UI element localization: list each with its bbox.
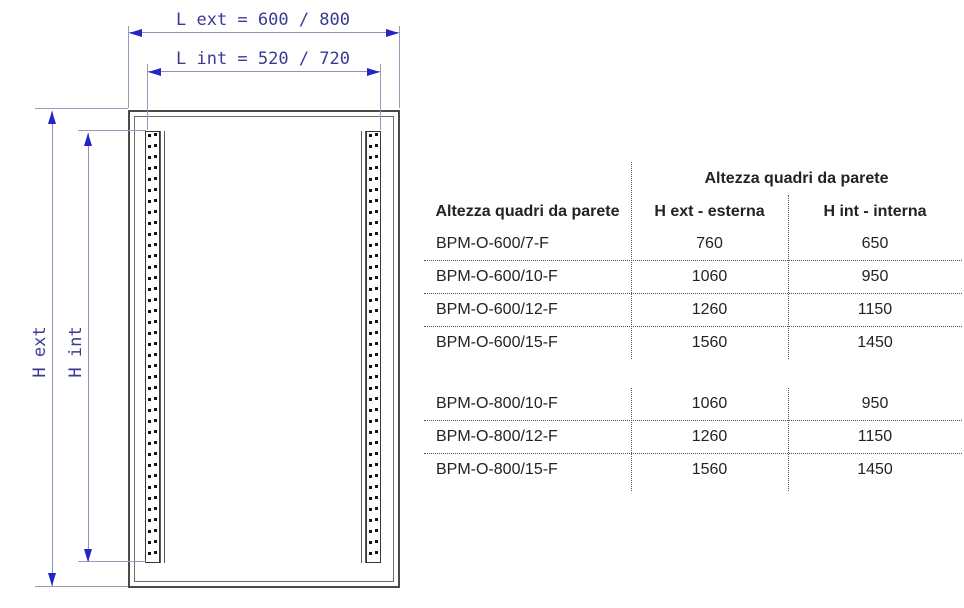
- cell-model: BPM-O-800/15-F: [436, 461, 558, 478]
- cell-h-ext: 1060: [691, 395, 728, 412]
- cell-h-int: 650: [861, 235, 889, 252]
- cell-h-ext: 1560: [691, 334, 728, 351]
- dimension-label-l-int: L int = 520 / 720: [176, 49, 350, 69]
- arrow-down-icon: [84, 549, 92, 562]
- extension-line: [380, 64, 381, 130]
- cell-h-int: 1450: [857, 461, 893, 478]
- extension-line: [35, 108, 128, 109]
- dimension-label-h-int: H int: [66, 326, 86, 378]
- extension-line: [128, 26, 129, 108]
- table-row: [424, 420, 962, 453]
- column-header-h-ext: H ext - esterna: [654, 202, 765, 220]
- cell-h-int: 950: [861, 268, 889, 285]
- column-header-h-int: H int - interna: [823, 202, 927, 220]
- cell-model: BPM-O-800/10-F: [436, 395, 558, 412]
- table-group-gap: [424, 359, 962, 388]
- table-row: [424, 293, 962, 326]
- cell-model: BPM-O-600/7-F: [436, 235, 549, 252]
- column-divider: [631, 162, 632, 359]
- arrow-up-icon: [48, 111, 56, 124]
- spec-table-group-800: [424, 388, 962, 486]
- cell-h-int: 1150: [857, 301, 893, 318]
- cell-h-int: 1150: [857, 428, 893, 445]
- table-row: [424, 388, 962, 420]
- arrow-right-icon: [386, 29, 399, 37]
- cell-h-ext: 1260: [691, 301, 728, 318]
- column-header-model: Altezza quadri da parete: [435, 202, 620, 220]
- cell-h-ext: 1560: [691, 461, 728, 478]
- dimension-line-l-int: [148, 71, 380, 72]
- table-span-header-row: [424, 162, 962, 195]
- spec-table: [424, 162, 962, 486]
- arrow-down-icon: [48, 573, 56, 586]
- arrow-left-icon: [129, 29, 142, 37]
- column-divider: [788, 388, 789, 491]
- mounting-rail-right: [366, 131, 381, 563]
- table-header-row: [424, 195, 962, 228]
- rail-edge-left: [160, 131, 165, 563]
- table-row: [424, 228, 962, 260]
- dimension-line-h-ext: [52, 111, 53, 586]
- cell-model: BPM-O-600/12-F: [436, 301, 558, 318]
- table-row: [424, 326, 962, 359]
- cell-h-ext: 1260: [691, 428, 728, 445]
- dimension-line-h-int: [88, 133, 89, 562]
- cell-model: BPM-O-800/12-F: [436, 428, 558, 445]
- arrow-left-icon: [148, 68, 161, 76]
- enclosure-inner-frame: [134, 116, 394, 582]
- cell-model: BPM-O-600/10-F: [436, 268, 558, 285]
- cell-h-int: 1450: [857, 334, 893, 351]
- dimension-line-l-ext: [129, 32, 399, 33]
- dimension-label-l-ext: L ext = 600 / 800: [176, 10, 350, 30]
- column-divider: [631, 388, 632, 491]
- extension-line: [399, 26, 400, 108]
- extension-line: [78, 130, 146, 131]
- cell-h-ext: 1060: [691, 268, 728, 285]
- dimension-label-h-ext: H ext: [30, 326, 50, 378]
- arrow-right-icon: [367, 68, 380, 76]
- table-row: [424, 453, 962, 486]
- cell-h-ext: 760: [696, 235, 723, 252]
- column-divider: [788, 195, 789, 359]
- arrow-up-icon: [84, 133, 92, 146]
- mounting-rail-left: [145, 131, 160, 563]
- span-header: Altezza quadri da parete: [704, 169, 889, 187]
- cell-model: BPM-O-600/15-F: [436, 334, 558, 351]
- extension-line: [35, 586, 128, 587]
- spec-table-group-600: [424, 162, 962, 359]
- cell-h-int: 950: [861, 395, 889, 412]
- table-row: [424, 260, 962, 293]
